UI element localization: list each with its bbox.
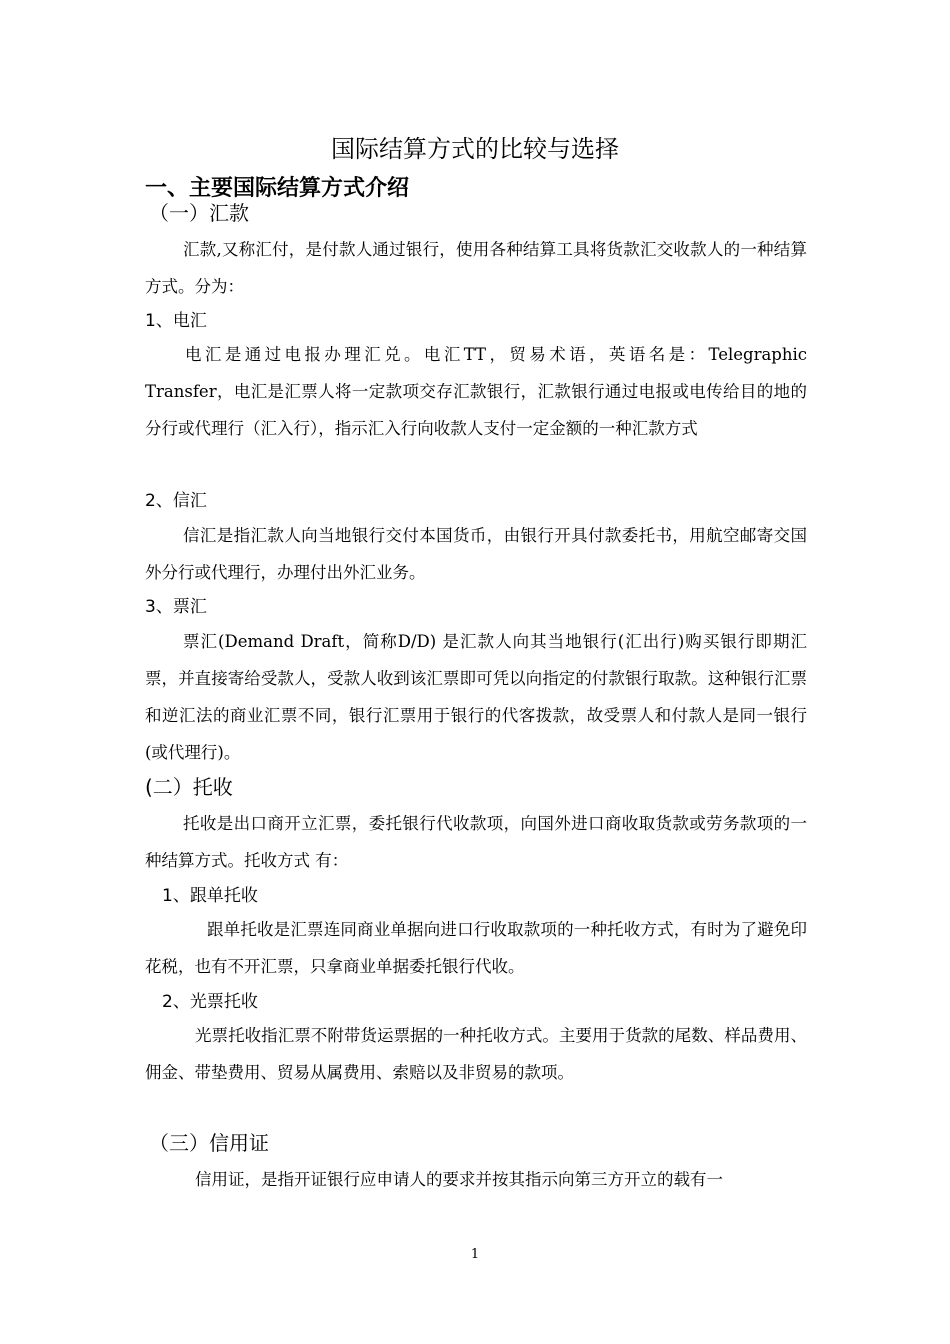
- page-number: 1: [470, 1247, 480, 1262]
- paragraph-remittance-intro: 汇款,又称汇付，是付款人通过银行，使用各种结算工具将货款汇交收款人的一种结算方式。分为：: [145, 240, 807, 296]
- paragraph-demand-draft: 票汇(Demand Draft，简称D/D) 是汇款人向其当地银行(汇出行)购买银行即期汇票，并直接寄给受款人，受款人收到该汇票即可凭以向指定的付款银行取款。这种银行汇票和逆汇法的商业汇票不同，银行汇票用于银行的代客拨款，故受票人和付款人是同一银行(或代理行)。: [145, 632, 807, 762]
- paragraph-collection-intro: 托收是出口商开立汇票，委托银行代收款项，向国外进口商收取货款或劳务款项的一种结算方式。托收方式 有：: [145, 814, 807, 870]
- heading-collection: (二）托收: [145, 775, 233, 799]
- heading-telegraphic-transfer: 1、电汇: [145, 311, 207, 331]
- heading-letter-of-credit: （三）信用证: [149, 1131, 269, 1155]
- heading-clean-collection: 2、光票托收: [162, 992, 258, 1012]
- heading-remittance: （一）汇款: [149, 201, 249, 225]
- heading-documentary-collection: 1、跟单托收: [162, 886, 258, 906]
- paragraph-clean-collection: 光票托收指汇票不附带货运票据的一种托收方式。主要用于货款的尾数、样品费用、佣金、带垫费用、贸易从属费用、索赔以及非贸易的款项。: [145, 1026, 807, 1082]
- heading-demand-draft: 3、票汇: [145, 597, 207, 617]
- heading-mail-transfer: 2、信汇: [145, 491, 207, 511]
- section-heading-main-methods: 一、主要国际结算方式介绍: [145, 176, 410, 201]
- paragraph-letter-of-credit: 信用证，是指开证银行应申请人的要求并按其指示向第三方开立的载有一: [195, 1170, 723, 1189]
- document-title: 国际结算方式的比较与选择: [331, 135, 619, 163]
- paragraph-mail-transfer: 信汇是指汇款人向当地银行交付本国货币，由银行开具付款委托书，用航空邮寄交国外分行或代理行，办理付出外汇业务。: [145, 526, 807, 582]
- paragraph-telegraphic-transfer: 电汇是通过电报办理汇兑。电汇TT，贸易术语，英语名是：Telegraphic Transfer，电汇是汇票人将一定款项交存汇款银行，汇款银行通过电报或电传给目的地的分行或代理行（汇入行），指示汇入行向收款人支付一定金额的一种汇款方式: [145, 345, 807, 438]
- paragraph-documentary-collection: 跟单托收是汇票连同商业单据向进口行收取款项的一种托收方式，有时为了避免印花税，也有不开汇票，只拿商业单据委托银行代收。: [145, 920, 807, 976]
